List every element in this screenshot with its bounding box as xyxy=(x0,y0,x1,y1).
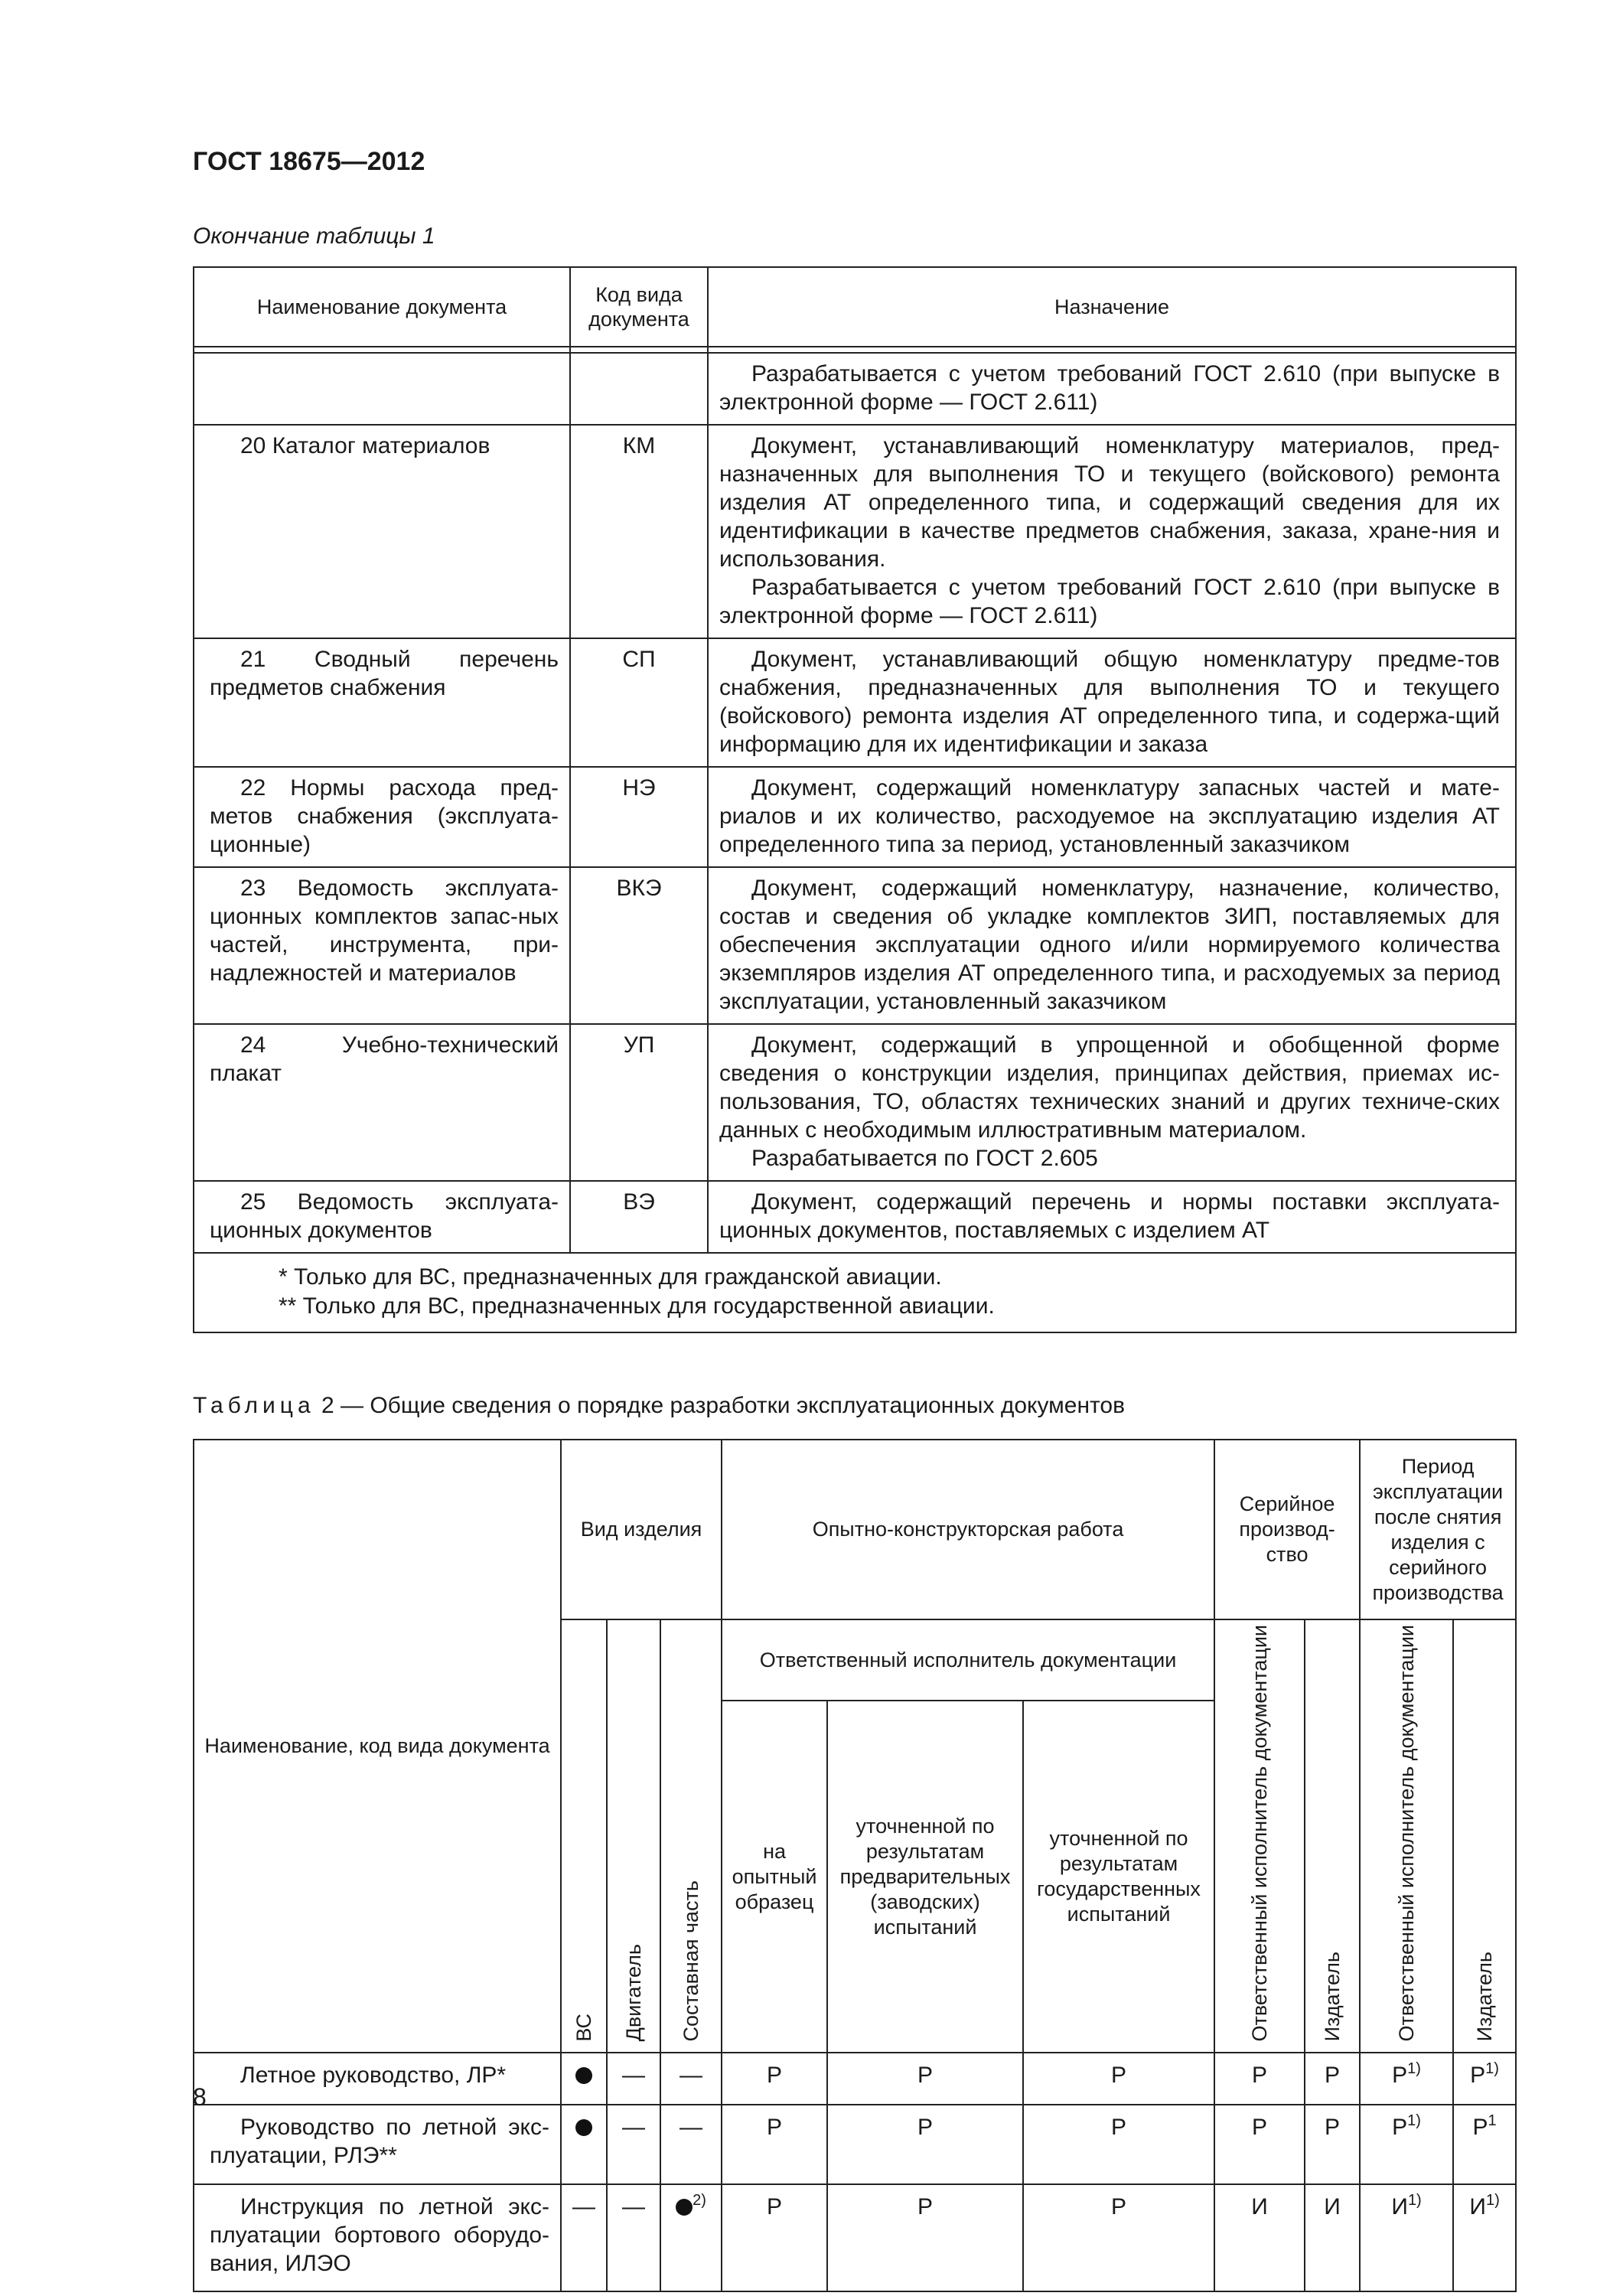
header-serial-publisher: Издатель xyxy=(1305,1619,1360,2053)
table-row xyxy=(194,867,1516,1024)
footnote: * Только для ВС, предназначенных для гражданской авиации. xyxy=(279,1264,942,1290)
filled-dot-icon xyxy=(575,2067,592,2084)
table2-caption-prefix: Таблица xyxy=(193,1393,315,1418)
cell-paragraph: Разрабатывается с учетом требований ГОСТ 2.610 (при выпуске в электронной форме — ГОСТ 2.611) xyxy=(719,575,1500,628)
table-row xyxy=(194,638,1516,767)
cell-engine: — xyxy=(607,2184,660,2291)
column-header-code: Код вида документа xyxy=(570,267,708,347)
table-row xyxy=(194,425,1516,638)
document-code: УП xyxy=(570,1024,708,1181)
cell-serial-publisher: И xyxy=(1305,2184,1360,2291)
header-responsible-executor: Ответственный исполнитель документации xyxy=(722,1619,1214,1701)
cell-serial-publisher: Р xyxy=(1305,2053,1360,2105)
cell-component: — xyxy=(660,2105,722,2184)
header-product-type: Вид изделия xyxy=(561,1440,722,1619)
cell-component: — xyxy=(660,2053,722,2105)
header-prototype: на опытный образец xyxy=(722,1701,827,2053)
cell-prelim: Р xyxy=(827,2053,1023,2105)
cell-prototype: Р xyxy=(722,2105,827,2184)
table-row xyxy=(194,2053,1516,2105)
header-vs: ВС xyxy=(561,1619,607,2053)
cell-period-publisher: $Р^1$ xyxy=(1453,2105,1516,2184)
cell-period-executor: $Р^{1)}$ xyxy=(1360,2053,1453,2105)
cell-paragraph: Документ, содержащий перечень и нормы поставки эксплуата-ционных документов, поставляемых с изделием АТ xyxy=(719,1189,1500,1243)
cell-state: Р xyxy=(1023,2184,1214,2291)
header-period: Период эксплуатации после снятия изделия с серийного производства xyxy=(1360,1440,1516,1619)
document-name: 24 Учебно-технический плакат xyxy=(210,1032,559,1086)
header-refined-prelim: уточненной по результатам предварительных (заводских) испытаний xyxy=(827,1701,1023,2053)
table-row xyxy=(194,2184,1516,2291)
header-engine: Двигатель xyxy=(607,1619,660,2053)
table2-caption xyxy=(193,1393,1125,1419)
cell-prelim: Р xyxy=(827,2184,1023,2291)
cell-period-executor: $И^{1)}$ xyxy=(1360,2184,1453,2291)
document-code: ВЭ xyxy=(570,1181,708,1253)
cell-prototype: Р xyxy=(722,2184,827,2291)
header-serial: Серийное производ-ство xyxy=(1214,1440,1360,1619)
page-header: ГОСТ 18675—2012 xyxy=(193,147,425,176)
table1-caption: Окончание таблицы 1 xyxy=(193,223,435,249)
cell-engine: — xyxy=(607,2053,660,2105)
document-name: 20 Каталог материалов xyxy=(240,433,490,458)
column-header-name: Наименование документа xyxy=(194,267,570,347)
filled-dot-icon xyxy=(575,2119,592,2136)
table-notes-row xyxy=(194,1253,1516,1332)
table-row xyxy=(194,1181,1516,1253)
document-name: 22 Нормы расхода пред-метов снабжения (эксплуата-ционные) xyxy=(210,775,559,857)
cell-state: Р xyxy=(1023,2105,1214,2184)
cell-vs: — xyxy=(561,2184,607,2291)
cell-period-executor: $Р^{1)}$ xyxy=(1360,2105,1453,2184)
table-row xyxy=(194,767,1516,867)
row-name: Инструкция по летной экс-плуатации бортового оборудо-вания, ИЛЭО xyxy=(210,2194,549,2277)
document-name: 21 Сводный перечень предметов снабжения xyxy=(210,647,559,700)
column-header-purpose: Назначение xyxy=(708,267,1516,347)
table1 xyxy=(193,266,1517,1333)
table-row xyxy=(194,2105,1516,2184)
document-code: КМ xyxy=(570,425,708,638)
row-name: Летное руководство, ЛР* xyxy=(240,2063,507,2089)
header-period-executor: Ответственный исполнитель документации xyxy=(1360,1619,1453,2053)
cell-engine: — xyxy=(607,2105,660,2184)
page-number: 8 xyxy=(193,2083,207,2111)
document-name: 25 Ведомость эксплуата-ционных документов xyxy=(210,1189,559,1243)
cell-paragraph: Разрабатывается с учетом требований ГОСТ 2.610 (при выпуске в электронной форме — ГОСТ 2.611) xyxy=(719,361,1500,415)
header-component: Составная часть xyxy=(660,1619,722,2053)
footnote: ** Только для ВС, предназначенных для государственной авиации. xyxy=(279,1293,995,1319)
filled-dot-icon xyxy=(676,2199,693,2216)
header-ocr: Опытно-конструкторская работа xyxy=(722,1440,1214,1619)
cell-serial-executor: И xyxy=(1214,2184,1305,2291)
cell-serial-executor: Р xyxy=(1214,2105,1305,2184)
cell-state: Р xyxy=(1023,2053,1214,2105)
row-name: Руководство по летной экс-плуатации, РЛЭ** xyxy=(210,2115,549,2169)
cell-period-publisher: $Р^{1)}$ xyxy=(1453,2053,1516,2105)
cell-paragraph: Документ, содержащий номенклатуру запасных частей и мате-риалов и их количество, расходуемое на эксплуатацию изделия АТ определенного типа за период, установленный заказчиком xyxy=(719,775,1500,857)
document-name: 23 Ведомость эксплуата-ционных комплектов запас-ных частей, инструмента, при-надлежностей и материалов xyxy=(210,876,559,986)
document-code: НЭ xyxy=(570,767,708,867)
header-serial-executor: Ответственный исполнитель документации xyxy=(1214,1619,1305,2053)
table2 xyxy=(193,1439,1517,2292)
table-row xyxy=(194,1024,1516,1181)
table2-caption-rest: 2 — Общие сведения о порядке разработки эксплуатационных документов xyxy=(314,1393,1126,1418)
cell-paragraph: Документ, содержащий номенклатуру, назначение, количество, состав и сведения об укладке комплектов ЗИП, поставляемых для обеспечения эксплуатации одного и/или нормируемого количества экземпляров изделия АТ определенного типа, и расходуемых за период эксплуатации, установленный заказчиком xyxy=(719,876,1500,1014)
cell-paragraph: Документ, содержащий в упрощенной и обобщенной форме сведения о конструкции изделия, принципах действия, приемах ис-пользования, ТО, областях технических знаний и других техниче-ских данных с необходимым иллюстративным материалом. xyxy=(719,1032,1500,1143)
cell-prototype: Р xyxy=(722,2053,827,2105)
header-name-code: Наименование, код вида документа xyxy=(194,1440,561,2053)
cell-serial-publisher: Р xyxy=(1305,2105,1360,2184)
cell-paragraph: Документ, устанавливающий номенклатуру материалов, пред-назначенных для выполнения ТО и текущего (войскового) ремонта изделия АТ определенного типа, и содержащий сведения для их идентификации в качестве предметов снабжения, заказа, хране-ния и использования. xyxy=(719,433,1500,572)
cell-serial-executor: Р xyxy=(1214,2053,1305,2105)
document-code: ВКЭ xyxy=(570,867,708,1024)
header-refined-state: уточненной по результатам государственных испытаний xyxy=(1023,1701,1214,2053)
cell-component: 2) xyxy=(660,2184,722,2291)
table-row xyxy=(194,353,1516,425)
cell-paragraph: Документ, устанавливающий общую номенклатуру предме-тов снабжения, предназначенных для выполнения ТО и текущего (войскового) ремонта изделия АТ определенного типа, и содержа-щий информацию для их идентификации и заказа xyxy=(719,647,1500,757)
cell-period-publisher: $И^{1)}$ xyxy=(1453,2184,1516,2291)
cell-prelim: Р xyxy=(827,2105,1023,2184)
document-code: СП xyxy=(570,638,708,767)
cell-paragraph: Разрабатывается по ГОСТ 2.605 xyxy=(751,1146,1098,1171)
header-period-publisher: Издатель xyxy=(1453,1619,1516,2053)
